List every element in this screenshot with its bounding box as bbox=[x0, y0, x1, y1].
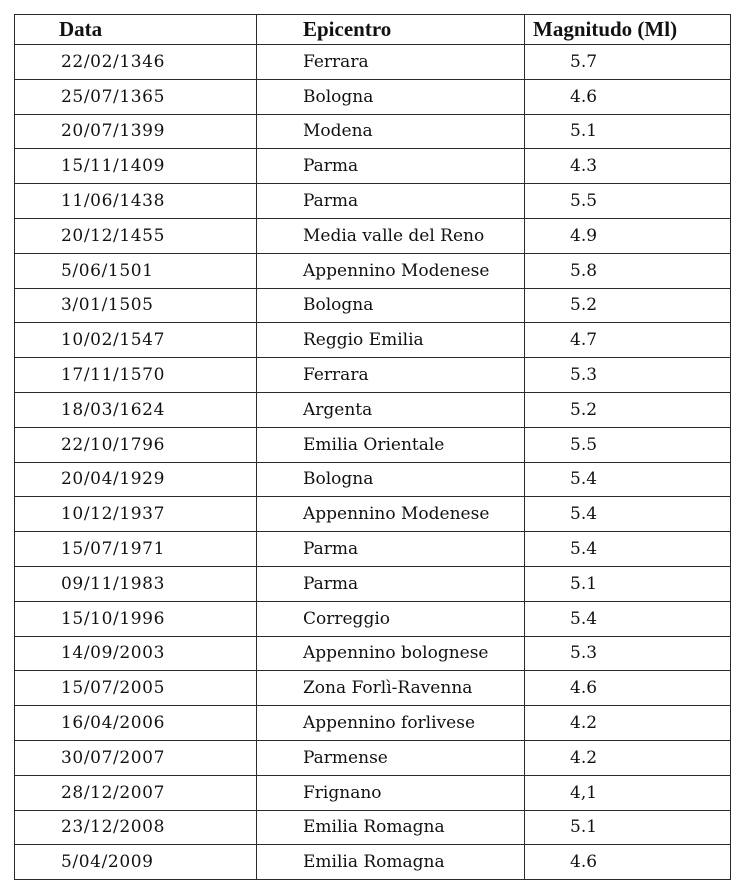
magnitude-cell: 5.4 bbox=[525, 497, 731, 532]
date-cell: 20/12/1455 bbox=[15, 218, 257, 253]
magnitude-cell: 5.4 bbox=[525, 601, 731, 636]
header-magnitude: Magnitudo (Ml) bbox=[525, 15, 731, 45]
magnitude-cell: 5.1 bbox=[525, 566, 731, 601]
table-row bbox=[15, 601, 731, 636]
table-row bbox=[15, 79, 731, 114]
magnitude-cell: 5.2 bbox=[525, 392, 731, 427]
header-epicenter: Epicentro bbox=[257, 15, 525, 45]
epicenter-cell: Correggio bbox=[257, 601, 525, 636]
epicenter-cell: Parma bbox=[257, 184, 525, 219]
epicenter-cell: Ferrara bbox=[257, 45, 525, 80]
table-row bbox=[15, 149, 731, 184]
date-cell: 11/06/1438 bbox=[15, 184, 257, 219]
epicenter-cell: Emilia Romagna bbox=[257, 810, 525, 845]
magnitude-cell: 5.3 bbox=[525, 636, 731, 671]
table-row bbox=[15, 427, 731, 462]
table-row bbox=[15, 497, 731, 532]
date-cell: 10/12/1937 bbox=[15, 497, 257, 532]
epicenter-cell: Argenta bbox=[257, 392, 525, 427]
epicenter-cell: Emilia Romagna bbox=[257, 845, 525, 880]
epicenter-cell: Parmense bbox=[257, 740, 525, 775]
header-row bbox=[15, 15, 731, 45]
magnitude-cell: 4.6 bbox=[525, 79, 731, 114]
date-cell: 5/04/2009 bbox=[15, 845, 257, 880]
table-row bbox=[15, 810, 731, 845]
date-cell: 15/07/2005 bbox=[15, 671, 257, 706]
table-row bbox=[15, 253, 731, 288]
epicenter-cell: Bologna bbox=[257, 288, 525, 323]
date-cell: 3/01/1505 bbox=[15, 288, 257, 323]
epicenter-cell: Zona Forlì-Ravenna bbox=[257, 671, 525, 706]
magnitude-cell: 5.1 bbox=[525, 810, 731, 845]
epicenter-cell: Emilia Orientale bbox=[257, 427, 525, 462]
date-cell: 20/04/1929 bbox=[15, 462, 257, 497]
magnitude-cell: 5.5 bbox=[525, 184, 731, 219]
date-cell: 25/07/1365 bbox=[15, 79, 257, 114]
magnitude-cell: 5.1 bbox=[525, 114, 731, 149]
header-date: Data bbox=[15, 15, 257, 45]
magnitude-cell: 4.6 bbox=[525, 845, 731, 880]
table-row bbox=[15, 218, 731, 253]
table-row bbox=[15, 392, 731, 427]
magnitude-cell: 5.2 bbox=[525, 288, 731, 323]
table-row bbox=[15, 566, 731, 601]
magnitude-cell: 4.2 bbox=[525, 706, 731, 741]
date-cell: 15/07/1971 bbox=[15, 532, 257, 567]
epicenter-cell: Bologna bbox=[257, 79, 525, 114]
date-cell: 14/09/2003 bbox=[15, 636, 257, 671]
table-row bbox=[15, 462, 731, 497]
magnitude-cell: 5.3 bbox=[525, 358, 731, 393]
table-row bbox=[15, 740, 731, 775]
epicenter-cell: Parma bbox=[257, 532, 525, 567]
magnitude-cell: 4.3 bbox=[525, 149, 731, 184]
table-row bbox=[15, 636, 731, 671]
epicenter-cell: Modena bbox=[257, 114, 525, 149]
magnitude-cell: 5.7 bbox=[525, 45, 731, 80]
table-body bbox=[15, 45, 731, 880]
date-cell: 18/03/1624 bbox=[15, 392, 257, 427]
epicenter-cell: Appennino forlivese bbox=[257, 706, 525, 741]
date-cell: 23/12/2008 bbox=[15, 810, 257, 845]
date-cell: 15/10/1996 bbox=[15, 601, 257, 636]
date-cell: 10/02/1547 bbox=[15, 323, 257, 358]
magnitude-cell: 4.9 bbox=[525, 218, 731, 253]
epicenter-cell: Frignano bbox=[257, 775, 525, 810]
date-cell: 15/11/1409 bbox=[15, 149, 257, 184]
epicenter-cell: Reggio Emilia bbox=[257, 323, 525, 358]
date-cell: 28/12/2007 bbox=[15, 775, 257, 810]
table-row bbox=[15, 775, 731, 810]
earthquake-table-document bbox=[14, 14, 730, 880]
magnitude-cell: 5.4 bbox=[525, 462, 731, 497]
epicenter-cell: Parma bbox=[257, 149, 525, 184]
table-row bbox=[15, 288, 731, 323]
epicenter-cell: Appennino Modenese bbox=[257, 253, 525, 288]
epicenter-cell: Parma bbox=[257, 566, 525, 601]
table-row bbox=[15, 706, 731, 741]
table-row bbox=[15, 532, 731, 567]
magnitude-cell: 4.6 bbox=[525, 671, 731, 706]
table-header bbox=[15, 15, 731, 45]
magnitude-cell: 4,1 bbox=[525, 775, 731, 810]
epicenter-cell: Bologna bbox=[257, 462, 525, 497]
magnitude-cell: 4.2 bbox=[525, 740, 731, 775]
date-cell: 17/11/1570 bbox=[15, 358, 257, 393]
date-cell: 09/11/1983 bbox=[15, 566, 257, 601]
date-cell: 22/02/1346 bbox=[15, 45, 257, 80]
table-row bbox=[15, 184, 731, 219]
epicenter-cell: Appennino Modenese bbox=[257, 497, 525, 532]
magnitude-cell: 5.4 bbox=[525, 532, 731, 567]
table-row bbox=[15, 114, 731, 149]
magnitude-cell: 4.7 bbox=[525, 323, 731, 358]
table-row bbox=[15, 671, 731, 706]
date-cell: 30/07/2007 bbox=[15, 740, 257, 775]
magnitude-cell: 5.8 bbox=[525, 253, 731, 288]
table-row bbox=[15, 45, 731, 80]
earthquake-table bbox=[14, 14, 731, 880]
date-cell: 20/07/1399 bbox=[15, 114, 257, 149]
table-row bbox=[15, 845, 731, 880]
date-cell: 22/10/1796 bbox=[15, 427, 257, 462]
table-row bbox=[15, 323, 731, 358]
date-cell: 16/04/2006 bbox=[15, 706, 257, 741]
epicenter-cell: Appennino bolognese bbox=[257, 636, 525, 671]
epicenter-cell: Media valle del Reno bbox=[257, 218, 525, 253]
magnitude-cell: 5.5 bbox=[525, 427, 731, 462]
epicenter-cell: Ferrara bbox=[257, 358, 525, 393]
table-row bbox=[15, 358, 731, 393]
date-cell: 5/06/1501 bbox=[15, 253, 257, 288]
